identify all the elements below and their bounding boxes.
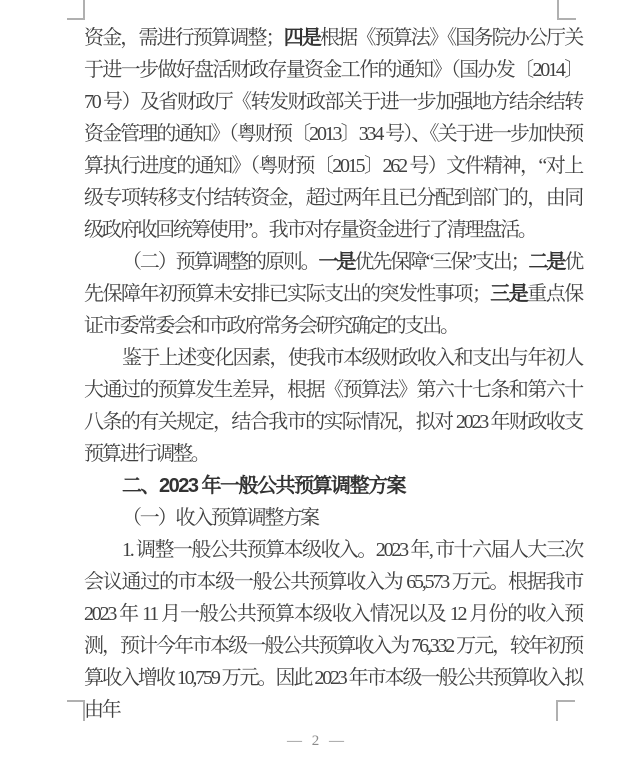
text-run: 重点保证市委常委会和市政府常务会研究确定的支出。 (84, 283, 582, 337)
paragraph-continuation (84, 22, 582, 246)
text-run: 根据《预算法》《国务院办公厅关于进一步做好盘活财政存量资金工作的通知》（国办发〔2014〕70 号）及省财政厅《转发财政部关于进一步加强地方结余结转资金管理的通知》（粤财预〔2013〕334 号）、《关于进一步加快预算执行进度的通知》（粤财预〔2015〕262 号）文件精神，“对上级专项转移支付结转资金，超过两年且已分配到部门的，由同级政府收回统筹使用”。我市对存量资金进行了清理盘活。 (84, 27, 582, 241)
text-run: （二）预算调整的原则。 (122, 251, 319, 273)
emphasis-run: 一是 (318, 251, 355, 273)
emphasis-run: 二是 (528, 251, 565, 273)
document-body (84, 22, 582, 726)
text-run: 资金，需进行预算调整； (84, 27, 284, 49)
paragraph-basis: 鉴于上述变化因素，使我市本级财政收入和支出与年初人大通过的预算发生差异，根据《预算法》第六十七条和第六十八条的有关规定，结合我市的实际情况，拟对 2023 年财政收支预算进行调整。 (84, 347, 582, 465)
subsection-heading: （一）收入预算调整方案 (122, 507, 318, 529)
text-boundary-mark-top-left (67, 0, 85, 20)
paragraph-revenue-adjustment: 1. 调整一般公共预算本级收入。2023 年, 市十六届人大三次会议通过的市本级一般公共预算收入为 65,573 万元。根据我市 2023 年 11 月一般公共预算本级收入情况以及 12 月份的收入预测，预计今年市本级一般公共预算收入为 76,332 万元，较年初预算收入增收 10,759 万元。因此 2023 年市本级一般公共预算收入拟由年 (84, 539, 582, 721)
emphasis-run: 三是 (489, 283, 528, 305)
text-boundary-mark-bottom-left (67, 700, 85, 721)
emphasis-run: 四是 (283, 27, 321, 49)
text-run: 优先保障年初预算未安排已实际支出的突发性事项； (84, 251, 582, 305)
text-boundary-mark-top-right (557, 0, 576, 20)
section-heading: 二、2023 年一般公共预算调整方案 (122, 475, 406, 497)
paragraph-principles (84, 246, 582, 342)
page-number: — 2 — (287, 733, 347, 749)
text-run: 优先保障“三保”支出； (354, 251, 529, 273)
